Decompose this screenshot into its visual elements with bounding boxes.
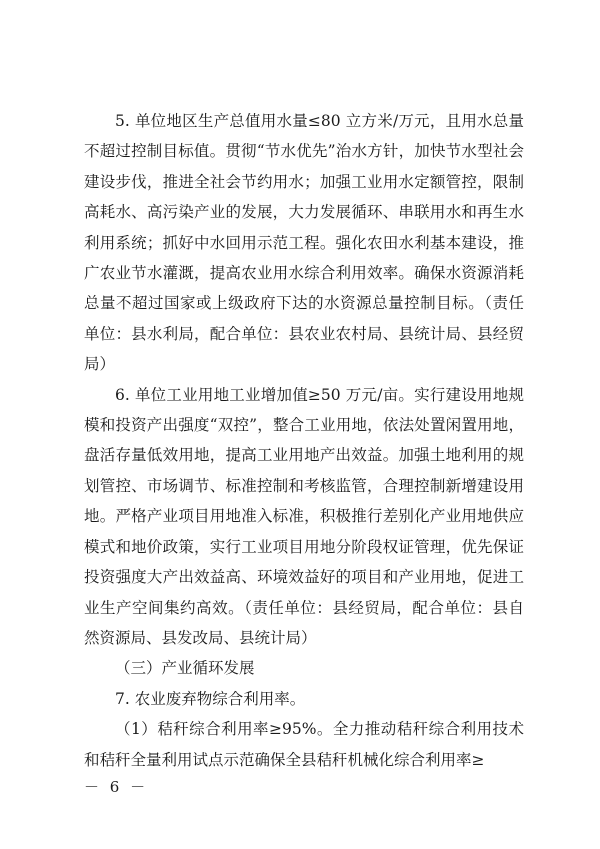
paragraph-item-7-1: （1）秸秆综合利用率≥95%。全力推动秸秆综合利用技术和秸秆全量利用试点示范确保全县秸秆机械化综合利用率≥	[84, 720, 524, 769]
section-heading: （三）产业循环发展	[115, 659, 255, 678]
paragraph-item-7: 7. 农业废弃物综合利用率。	[115, 689, 306, 708]
page-body	[84, 106, 524, 775]
paragraph-item-5: 5. 单位地区生产总值用水量≤80 立方米/万元，且用水总量不超过控制目标值。贯彻“节水优先”治水方针，加快节水型社会建设步伐，推进全社会节约用水；加强工业用水定额管控，限制高耗水、高污染产业的发展，大力发展循环、串联用水和再生水利用系统；抓好中水回用示范工程。强化农田水利基本建设，推广农业节水灌溉，提高农业用水综合利用效率。确保水资源消耗总量不超过国家或上级政府下达的水资源总量控制目标。（责任单位：县水利局，配合单位：县农业农村局、县统计局、县经贸局）	[84, 112, 524, 374]
page-number: － 6 －	[84, 778, 149, 796]
paragraph-item-6: 6. 单位工业用地工业增加值≥50 万元/亩。实行建设用地规模和投资产出强度“双控”，整合工业用地，依法处置闲置用地，盘活存量低效用地，提高工业用地产出效益。加强土地利用的规划管控、市场调节、标准控制和考核监管，合理控制新增建设用地。严格产业项目用地准入标准，积极推行差别化产业用地供应模式和地价政策，实行工业项目用地分阶段权证管理，优先保证投资强度大产出效益高、环境效益好的项目和产业用地，促进工业生产空间集约高效。（责任单位：县经贸局，配合单位：县自然资源局、县发改局、县统计局）	[84, 385, 524, 647]
